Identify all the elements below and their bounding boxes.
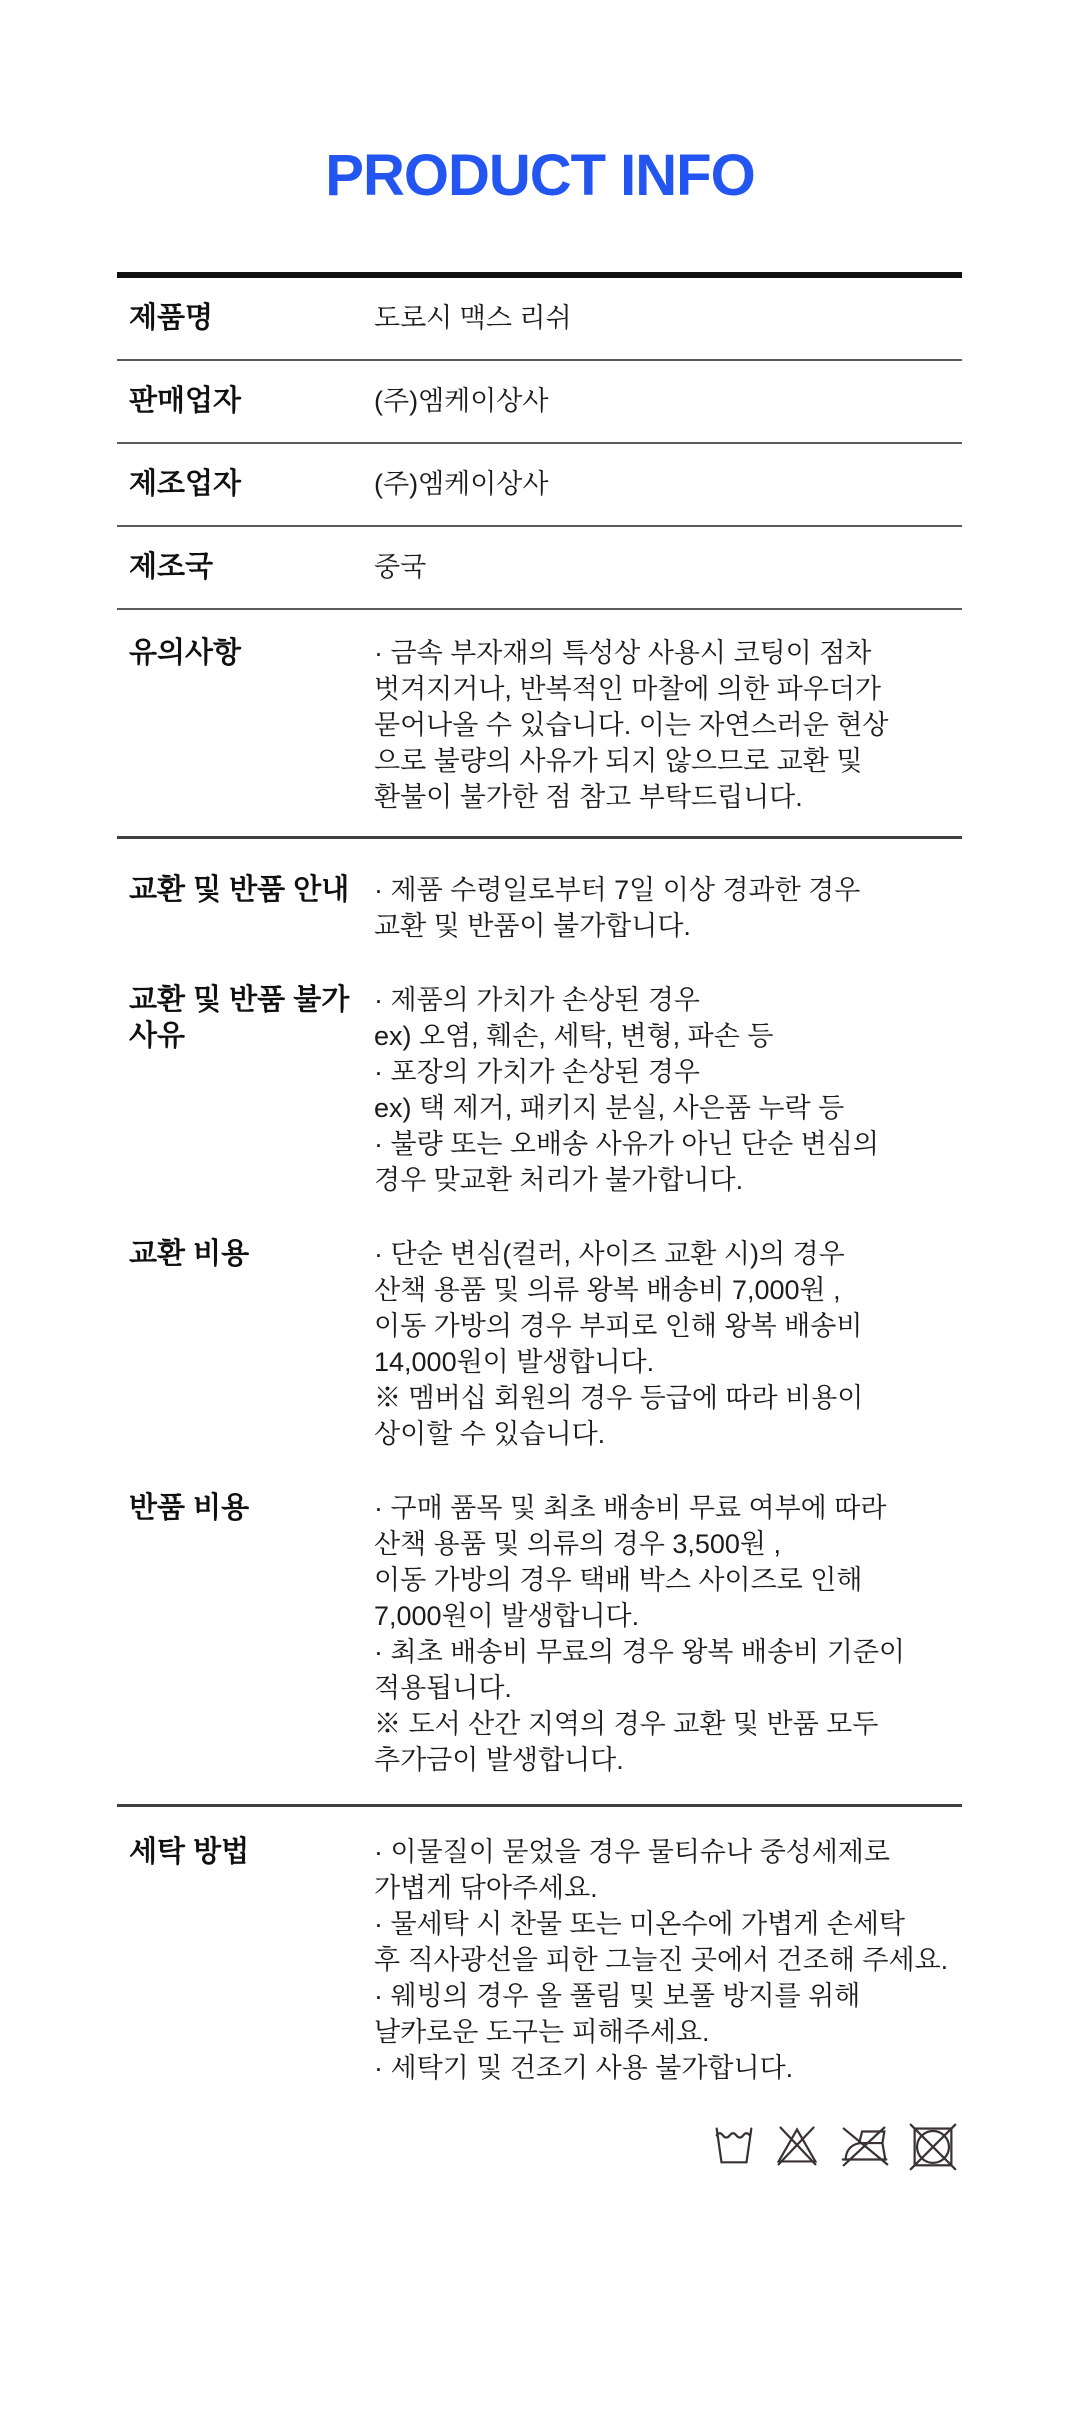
row-precautions	[117, 610, 962, 839]
row-label: 반품 비용	[129, 1492, 250, 1524]
text-line: 상이할 수 있습니다.	[374, 1419, 606, 1449]
row-washing-method	[117, 1804, 962, 2086]
text-line: · 이물질이 묻었을 경우 물티슈나 중성세제로	[374, 1837, 890, 1867]
text-line: 벗겨지거나, 반복적인 마찰에 의한 파우더가	[374, 674, 881, 704]
row-label: 교환 비용	[129, 1238, 250, 1270]
text-line: · 단순 변심(컬러, 사이즈 교환 시)의 경우	[374, 1239, 845, 1269]
row-label: 제품명	[129, 302, 214, 334]
text-line: · 제품의 가치가 손상된 경우	[374, 985, 700, 1015]
do-not-tumble-dry-icon	[904, 2116, 962, 2174]
text-line: · 금속 부자재의 특성상 사용시 코팅이 점차	[374, 638, 872, 668]
row-label: 교환 및 반품 불가 사유	[129, 984, 350, 1052]
text-line: 묻어나올 수 있습니다. 이는 자연스러운 현상	[374, 710, 889, 740]
text-line: ※ 멤버십 회원의 경우 등급에 따라 비용이	[374, 1383, 864, 1413]
text-line: 이동 가방의 경우 부피로 인해 왕복 배송비	[374, 1311, 863, 1341]
text-line: ※ 도서 산간 지역의 경우 교환 및 반품 모두	[374, 1709, 879, 1739]
text-line: · 최초 배송비 무료의 경우 왕복 배송비 기준이	[374, 1637, 905, 1667]
row-return-cost	[117, 1490, 962, 1778]
text-line: 추가금이 발생합니다.	[374, 1745, 624, 1775]
row-label: 제조업자	[129, 468, 242, 500]
text-line: 이동 가방의 경우 택배 박스 사이즈로 인해	[374, 1565, 863, 1595]
row-manufacturer	[117, 444, 962, 527]
row-seller	[117, 361, 962, 444]
wash-basin-icon	[709, 2116, 759, 2174]
row-country	[117, 527, 962, 610]
row-value	[374, 982, 962, 1198]
text-line: · 포장의 가치가 손상된 경우	[374, 1057, 700, 1087]
text-line: 중국	[374, 552, 427, 582]
row-value	[374, 466, 962, 502]
text-line: 산책 용품 및 의류 왕복 배송비 7,000원 ,	[374, 1275, 841, 1305]
row-exchange-return-guide	[117, 872, 962, 944]
row-value	[374, 872, 962, 944]
text-line: 산책 용품 및 의류의 경우 3,500원 ,	[374, 1529, 781, 1559]
text-line: 으로 불량의 사유가 되지 않으므로 교환 및	[374, 746, 863, 776]
row-value	[374, 383, 962, 419]
row-value	[374, 549, 962, 585]
text-line: 환불이 불가한 점 참고 부탁드립니다.	[374, 782, 803, 812]
text-line: 가볍게 닦아주세요.	[374, 1873, 598, 1903]
text-line: 14,000원이 발생합니다.	[374, 1347, 655, 1377]
text-line: 경우 맞교환 처리가 불가합니다.	[374, 1165, 744, 1195]
text-line: · 불량 또는 오배송 사유가 아닌 단순 변심의	[374, 1129, 879, 1159]
text-line: ex) 택 제거, 패키지 분실, 사은품 누락 등	[374, 1093, 845, 1123]
text-line: · 구매 품목 및 최초 배송비 무료 여부에 따라	[374, 1493, 887, 1523]
row-value	[374, 300, 962, 336]
do-not-bleach-icon	[768, 2116, 826, 2174]
laundry-care-symbols	[117, 2116, 962, 2174]
text-line: 날카로운 도구는 피해주세요.	[374, 2017, 710, 2047]
row-exchange-cost	[117, 1236, 962, 1452]
row-label: 세탁 방법	[129, 1836, 250, 1868]
row-exchange-return-denied-reasons	[117, 982, 962, 1198]
text-line: · 물세탁 시 찬물 또는 미온수에 가볍게 손세탁	[374, 1909, 905, 1939]
text-line: 도로시 맥스 리쉬	[374, 303, 572, 333]
text-line: · 세탁기 및 건조기 사용 불가합니다.	[374, 2053, 794, 2083]
row-value	[374, 635, 962, 815]
row-value	[374, 1834, 962, 2086]
text-line: (주)엠케이상사	[374, 386, 549, 416]
text-line: · 웨빙의 경우 올 풀림 및 보풀 방지를 위해	[374, 1981, 861, 2011]
row-label: 판매업자	[129, 385, 242, 417]
text-line: ex) 오염, 훼손, 세탁, 변형, 파손 등	[374, 1021, 774, 1051]
text-line: 적용됩니다.	[374, 1673, 512, 1703]
text-line: · 제품 수령일로부터 7일 이상 경과한 경우	[374, 875, 861, 905]
row-label: 유의사항	[129, 637, 242, 669]
row-value	[374, 1236, 962, 1452]
text-line: 후 직사광선을 피한 그늘진 곳에서 건조해 주세요.	[374, 1945, 949, 1975]
row-label: 제조국	[129, 551, 214, 583]
row-product-name	[117, 278, 962, 361]
row-value	[374, 1490, 962, 1778]
page-title: PRODUCT INFO	[325, 143, 755, 208]
product-info-table	[117, 272, 962, 2174]
text-line: (주)엠케이상사	[374, 469, 549, 499]
text-line: 7,000원이 발생합니다.	[374, 1601, 640, 1631]
do-not-iron-icon	[835, 2116, 895, 2174]
text-line: 교환 및 반품이 불가합니다.	[374, 911, 691, 941]
row-label: 교환 및 반품 안내	[129, 874, 350, 906]
